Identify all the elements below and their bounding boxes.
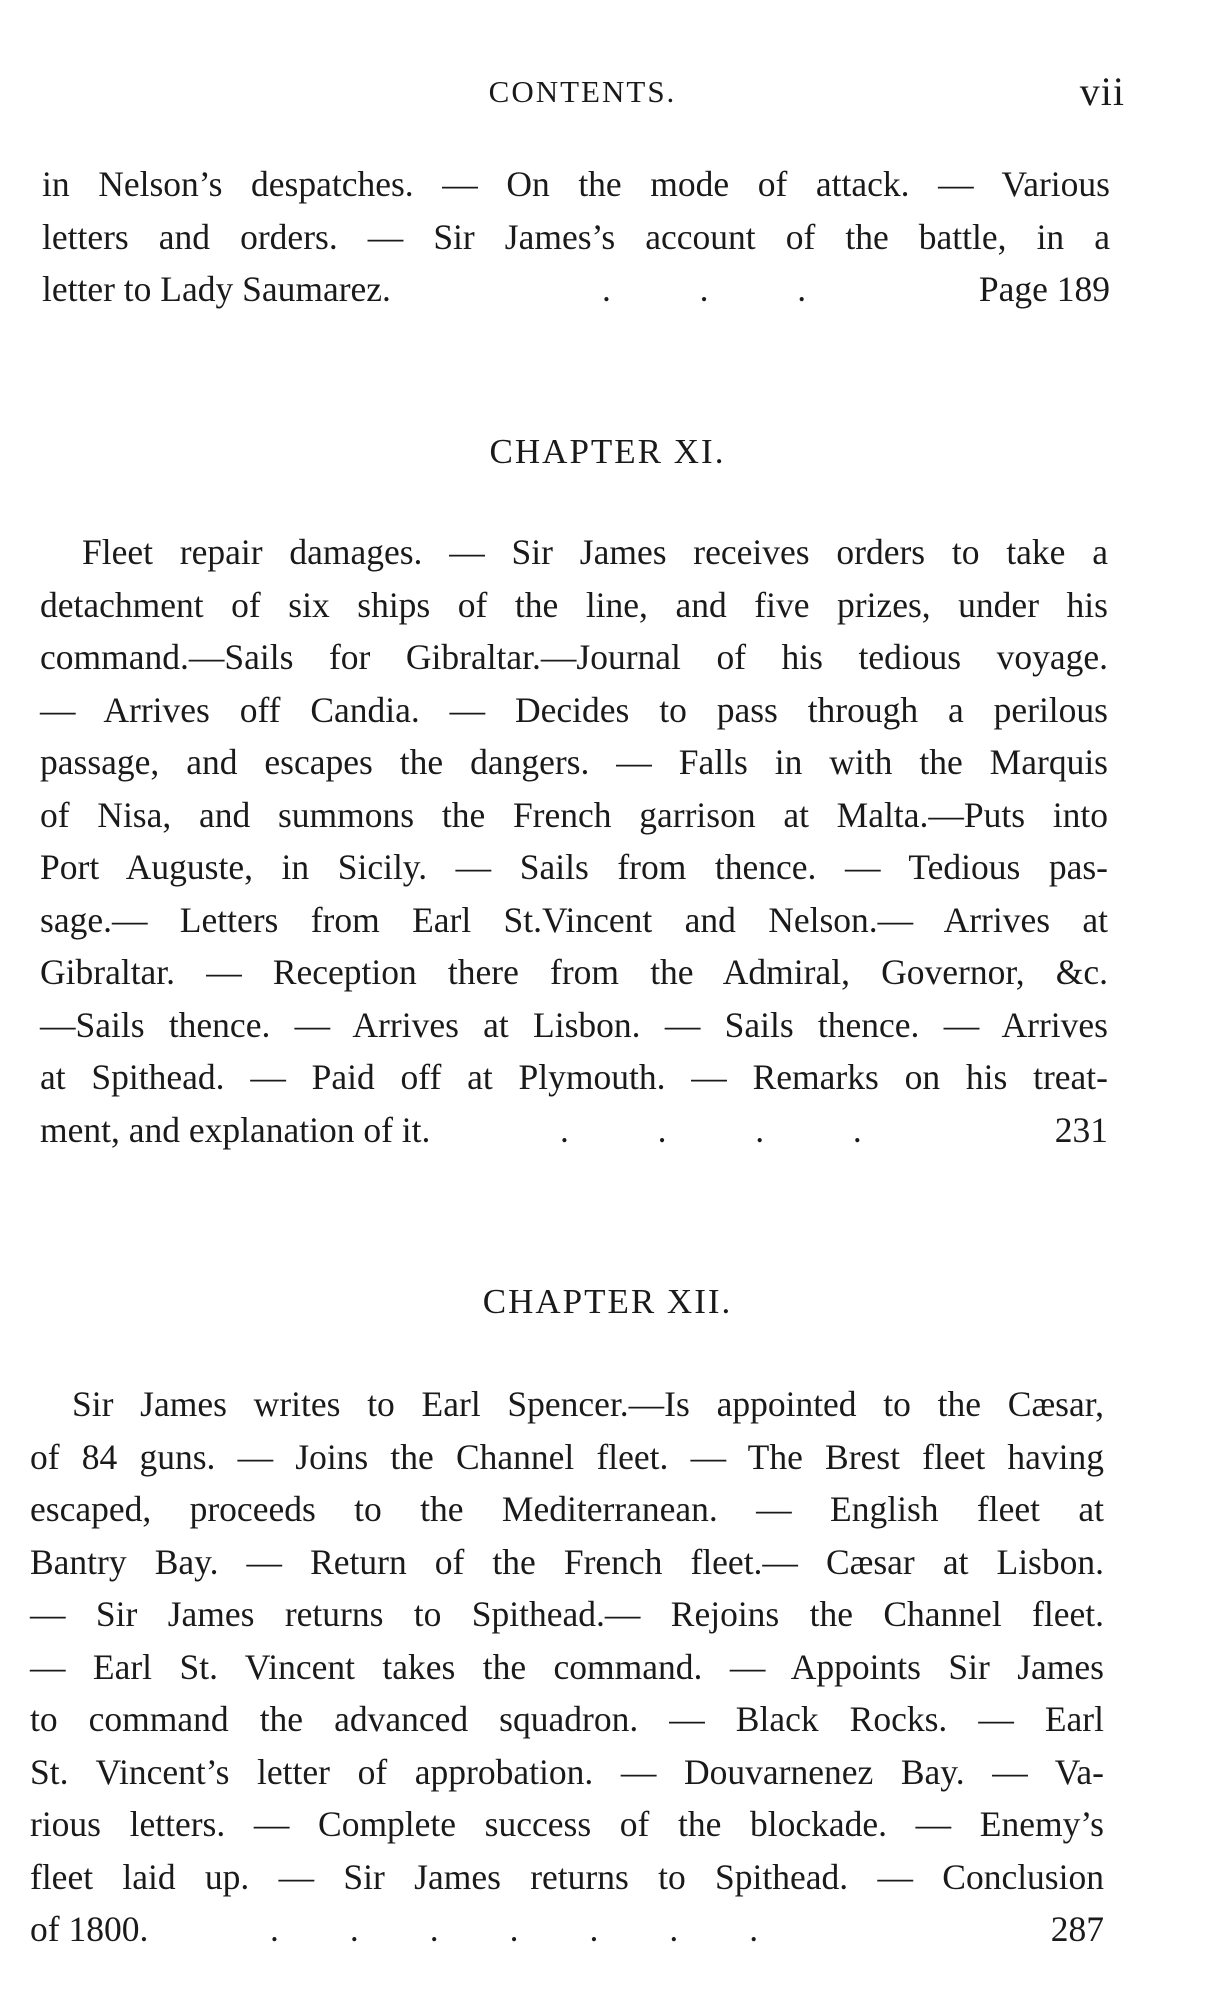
summary-line: to command the advanced squadron. — Black Rocks. — Earl <box>30 1699 1104 1739</box>
dot-leaders: . . . <box>602 269 807 309</box>
running-title: CONTENTS. <box>488 74 677 109</box>
chapter-x-summary-continuation <box>42 158 1110 316</box>
summary-line: letter to Lady Saumarez. <box>42 269 391 309</box>
dot-leaders: . . . . . . . <box>270 1909 759 1949</box>
summary-line: in Nelson’s despatches. — On the mode of attack. — Various <box>42 164 1110 204</box>
summary-line-last <box>30 1903 1104 1956</box>
summary-line: at Spithead. — Paid off at Plymouth. — Remarks on his treat- <box>40 1057 1108 1097</box>
summary-line: letters and orders. — Sir James’s account of the battle, in a <box>42 216 1110 257</box>
summary-line: — Sir James returns to Spithead.— Rejoins the Channel fleet. <box>30 1594 1104 1634</box>
summary-line: ment, and explanation of it. <box>40 1109 431 1150</box>
page-number: vii <box>1079 69 1125 114</box>
chapter-heading-xi: CHAPTER XI. <box>489 432 726 471</box>
summary-line: passage, and escapes the dangers. — Falls in with the Marquis <box>40 742 1108 782</box>
running-head <box>40 68 1125 118</box>
summary-line: Fleet repair damages. — Sir James receives orders to take a <box>82 532 1108 572</box>
dot-leaders: . . . . <box>560 1109 862 1150</box>
chapter-heading-xii: CHAPTER XII. <box>482 1282 733 1321</box>
summary-line: command.—Sails for Gibraltar.—Journal of his tedious voyage. <box>40 637 1108 677</box>
summary-line-last <box>42 263 1110 316</box>
summary-line-last <box>40 1104 1108 1157</box>
summary-line: rious letters. — Complete success of the blockade. — Enemy’s <box>30 1804 1104 1844</box>
summary-line: —Sails thence. — Arrives at Lisbon. — Sails thence. — Arrives <box>40 1004 1108 1045</box>
chapter-xi-summary <box>40 526 1108 1156</box>
summary-line: St. Vincent’s letter of approbation. — Douvarnenez Bay. — Va- <box>30 1751 1104 1792</box>
page-reference: Page 189 <box>978 269 1110 309</box>
summary-line: of 84 guns. — Joins the Channel fleet. — The Brest fleet having <box>30 1436 1104 1477</box>
summary-line: detachment of six ships of the line, and five prizes, under his <box>40 584 1108 625</box>
summary-line: Gibraltar. — Reception there from the Admiral, Governor, &c. <box>40 952 1108 992</box>
chapter-xii-summary <box>30 1378 1104 1956</box>
summary-line: fleet laid up. — Sir James returns to Spithead. — Conclusion <box>30 1856 1104 1897</box>
summary-line: of 1800. <box>30 1909 149 1949</box>
summary-line: Sir James writes to Earl Spencer.—Is appointed to the Cæsar, <box>72 1384 1104 1424</box>
summary-line: — Earl St. Vincent takes the command. — Appoints Sir James <box>30 1646 1104 1687</box>
summary-line: — Arrives off Candia. — Decides to pass through a perilous <box>40 689 1108 730</box>
page-reference: 287 <box>1050 1909 1104 1949</box>
summary-line: escaped, proceeds to the Mediterranean. — English fleet at <box>30 1489 1104 1529</box>
page-reference: 231 <box>1054 1109 1108 1150</box>
summary-line: of Nisa, and summons the French garrison at Malta.—Puts into <box>40 794 1108 835</box>
summary-line: Bantry Bay. — Return of the French fleet.— Cæsar at Lisbon. <box>30 1541 1104 1582</box>
summary-line: sage.— Letters from Earl St.Vincent and Nelson.— Arrives at <box>40 899 1108 940</box>
summary-line: Port Auguste, in Sicily. — Sails from thence. — Tedious pas- <box>40 847 1108 887</box>
